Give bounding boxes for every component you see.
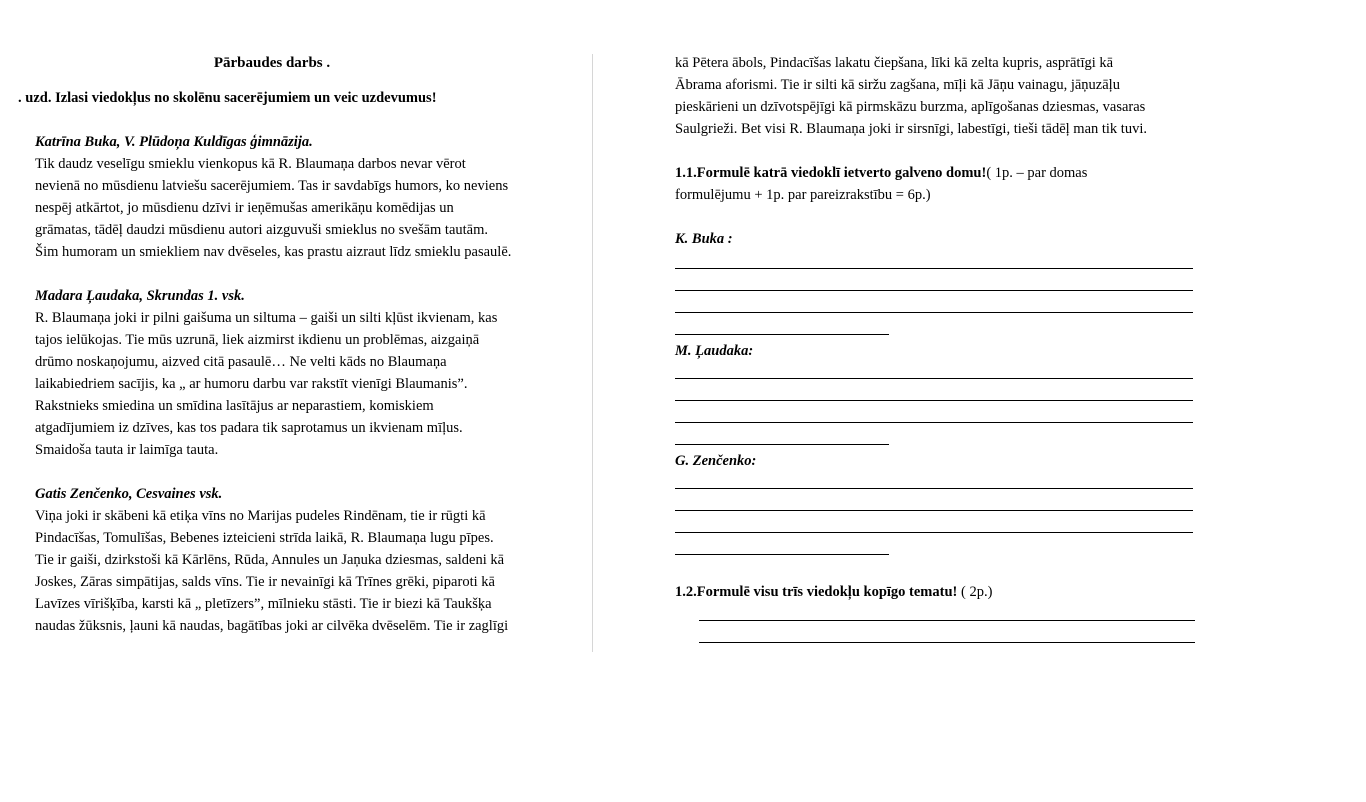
text-line: Tie ir gaiši, dzirkstoši kā Kārlēns, Rūda, Annules un Jaņuka dziesmas, saldeni kā: [35, 552, 505, 568]
text-line: R. Blaumaņa joki ir pilni gaišuma un siltuma – gaiši un silti kļūst ikvienam, kas: [35, 310, 498, 326]
text-line: pieskārieni un dzīvotspējīgi kā pirmskāzu burzma, aplīgošanas dziesmas, vasaras: [675, 99, 1146, 115]
author-heading: Madara Ļaudaka, Skrundas 1. vsk.: [35, 288, 245, 304]
author-heading: Katrīna Buka, V. Plūdoņa Kuldīgas ģimnāzija.: [35, 134, 313, 150]
question-1-2: [675, 581, 992, 603]
text-line: Tik daudz veselīgu smieklu vienkopus kā R. Blaumaņa darbos nevar vērot: [35, 156, 466, 172]
text-line: kā Pētera ābols, Pindacīšas lakatu čiepšana, līki kā zelta kupris, asprātīgi kā: [675, 55, 1114, 71]
text-line: drūmo noskaņojumu, aizved citā pasaulē… Ne velti kāds no Blaumaņa: [35, 354, 447, 370]
answer-line[interactable]: [675, 510, 1193, 511]
answer-line[interactable]: [675, 422, 1193, 423]
author-heading: Gatis Zenčenko, Cesvaines vsk.: [35, 486, 223, 502]
answer-label-buka: K. Buka :: [675, 231, 733, 247]
opinion-block-buka: [35, 131, 578, 263]
left-column: [18, 52, 578, 637]
text-line: naudas žūksnis, ļauni kā naudas, bagātības joki ar cilvēka dvēselēm. Tie ir zaglīgi: [35, 618, 509, 634]
text-line: Ābrama aforismi. Tie ir silti kā siržu zagšana, mīļi kā Jāņu vainagu, jāņuzāļu: [675, 77, 1120, 93]
text-line: Joskes, Zāras simpātijas, salds vīns. Tie ir nevainīgi kā Trīnes grēki, piparoti kā: [35, 574, 495, 590]
answer-line[interactable]: [699, 620, 1195, 621]
text-line: Smaidoša tauta ir laimīga tauta.: [35, 442, 219, 458]
document-title: Pārbaudes darbs .: [213, 55, 331, 71]
task-instruction: . uzd. Izlasi viedokļus no skolēnu sacerējumiem un veic uzdevumus!: [18, 90, 437, 106]
question-1-1-points-line: formulējumu + 1p. par pareizrakstību = 6p.): [675, 187, 931, 203]
answer-label-zencenko: G. Zenčenko:: [675, 453, 757, 469]
opinion-block-zencenko: [35, 483, 578, 637]
opinion-block-laudaka: [35, 285, 578, 461]
answer-line[interactable]: [675, 400, 1193, 401]
text-line: grāmatas, tādēļ daudzi mūsdienu autori aizguvuši smieklus no svešām tautām.: [35, 222, 489, 238]
question-1-2-points: ( 2p.): [957, 584, 993, 600]
question-1-1: [675, 162, 1205, 184]
answer-line[interactable]: [675, 554, 889, 555]
answer-line[interactable]: [675, 312, 1193, 313]
text-line: Rakstnieks smiedina un smīdina lasītājus ar neparastiem, komiskiem: [35, 398, 434, 414]
answer-line[interactable]: [675, 290, 1193, 291]
answer-line[interactable]: [699, 642, 1195, 643]
text-line: tajos ielūkojas. Tie mūs uzrunā, liek aizmirst ikdienu un problēmas, aizgaiņā: [35, 332, 480, 348]
answer-line[interactable]: [675, 378, 1193, 379]
answer-line[interactable]: [675, 488, 1193, 489]
text-line: nevienā no mūsdienu latviešu sacerējumiem. Tas ir savdabīgs humors, ko neviens: [35, 178, 509, 194]
text-line: Saulgrieži. Bet visi R. Blaumaņa joki ir sirsnīgi, labestīgi, tieši tādēļ man tik tuvi.: [675, 121, 1147, 137]
right-column: [675, 52, 1205, 600]
answer-line[interactable]: [675, 334, 889, 335]
answer-label-laudaka: M. Ļaudaka:: [675, 343, 754, 359]
text-line: Lavīzes vīrišķība, karsti kā „ pletīzers”, mīlnieku stāsti. Tie ir biezi kā Taukšķa: [35, 596, 492, 612]
question-1-1-prompt: 1.1.Formulē katrā viedoklī ietverto galveno domu!: [675, 165, 987, 181]
column-divider: [592, 54, 593, 652]
answer-line[interactable]: [675, 532, 1193, 533]
text-line: atgadījumiem iz dzīves, kas tos padara tik saprotamus un ikvienam mīļus.: [35, 420, 463, 436]
text-line: Pindacīšas, Tomulīšas, Bebenes izteicieni strīda laikā, R. Blaumaņa lugu pīpes.: [35, 530, 494, 546]
question-1-1-points: ( 1p. – par domas: [986, 165, 1088, 181]
text-line: Viņa joki ir skābeni kā etiķa vīns no Marijas pudeles Rindēnam, tie ir rūgti kā: [35, 508, 486, 524]
text-line: laikabiedriem sacījis, ka „ ar humoru darbu var rakstīt vienīgi Blaumanis”.: [35, 376, 468, 392]
question-1-2-prompt: 1.2.Formulē visu trīs viedokļu kopīgo tematu!: [675, 584, 958, 600]
text-line: Šim humoram un smiekliem nav dvēseles, kas prastu aizraut līdz smieklu pasaulē.: [35, 244, 512, 260]
answer-line[interactable]: [675, 268, 1193, 269]
text-line: nespēj atkārtot, jo mūsdienu dzīvi ir ieņēmušas amerikāņu komēdijas un: [35, 200, 454, 216]
answer-line[interactable]: [675, 444, 889, 445]
